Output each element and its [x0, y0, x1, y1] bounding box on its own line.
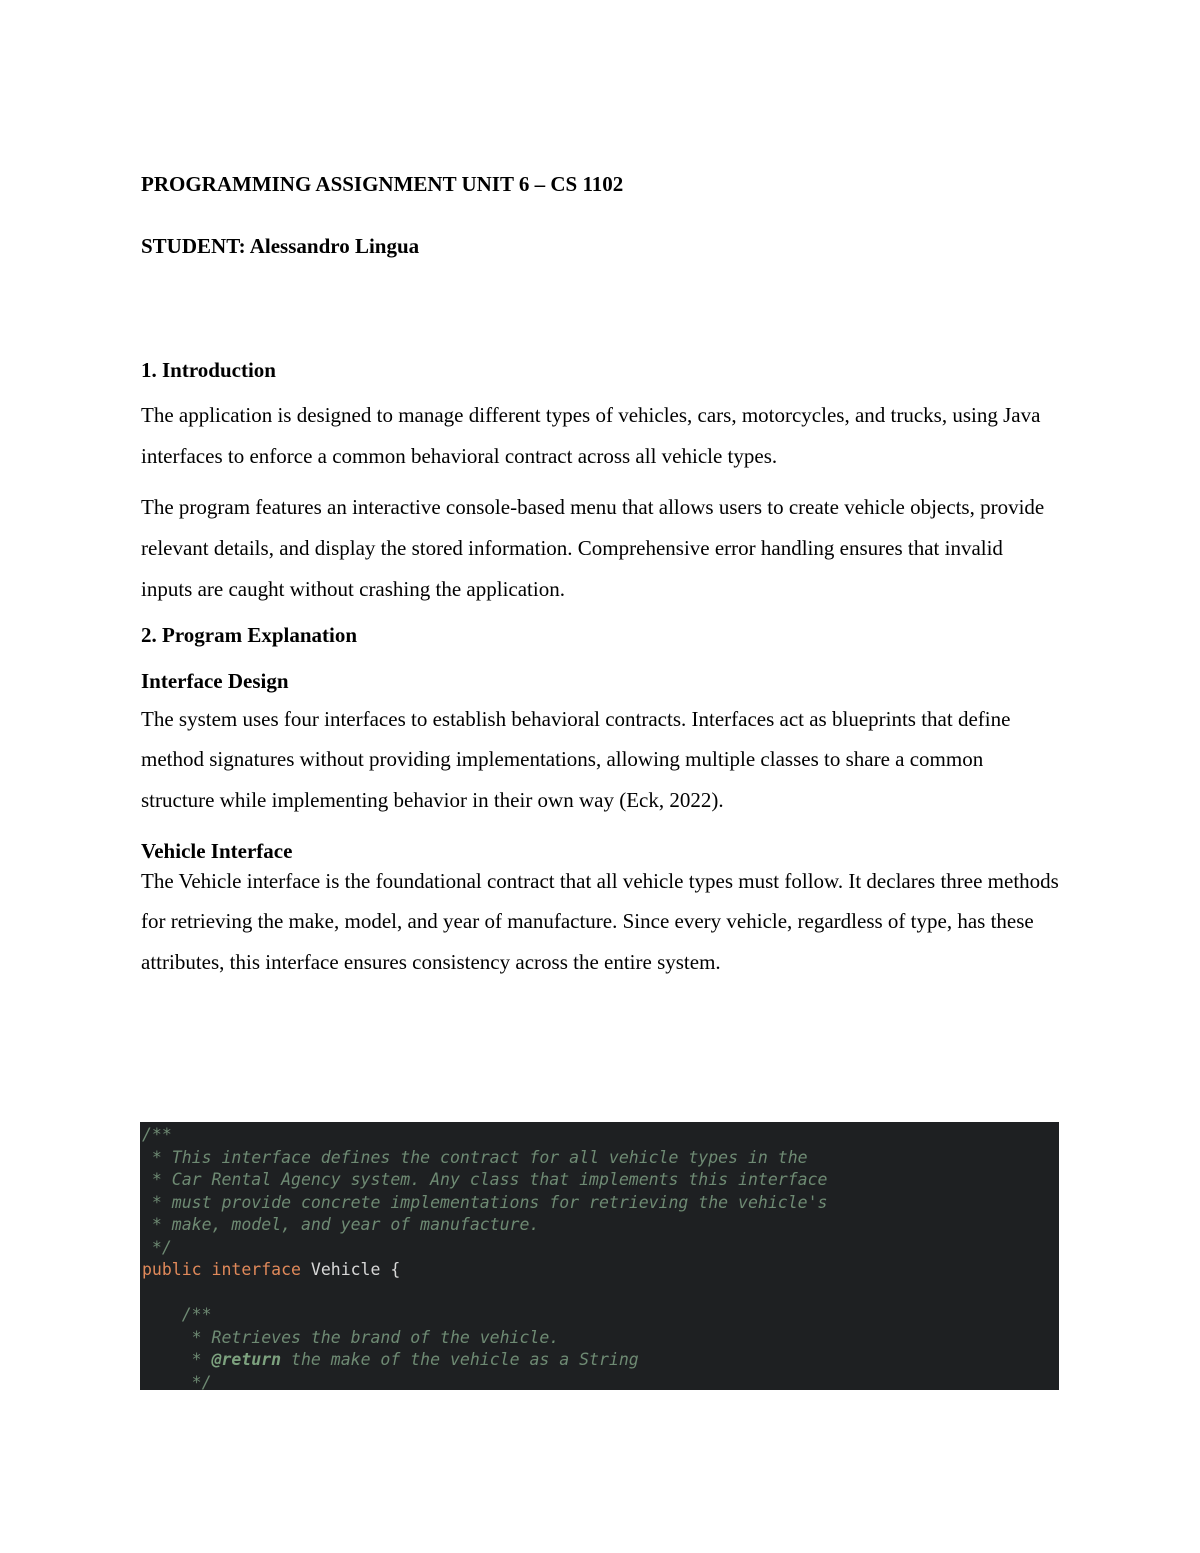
interface-name: Vehicle { [300, 1260, 401, 1279]
code-line: * make, model, and year of manufacture. [142, 1215, 540, 1234]
code-snippet [140, 1122, 1059, 1390]
intro-paragraph-2: The program features an interactive console-based menu that allows users to create vehicle objects, provide relevant details, and display the stored information. Comprehensive error handling ensures that invalid inputs are caught without crashing the application. [141, 495, 1045, 601]
code-line: /** [142, 1125, 172, 1144]
subheading-vehicle-interface: Vehicle Interface [141, 838, 293, 863]
keyword-interface: interface [211, 1260, 301, 1279]
interface-design-paragraph: The system uses four interfaces to establish behavioral contracts. Interfaces act as blueprints that define method signatures without providing implementations, allowing multiple classes to share a common structure while implementing behavior in their own way (Eck, 2022). [141, 706, 1011, 812]
document-title: PROGRAMMING ASSIGNMENT UNIT 6 – CS 1102 [141, 172, 624, 196]
intro-paragraph-1: The application is designed to manage different types of vehicles, cars, motorcycles, and trucks, using Java interfaces to enforce a common behavioral contract across all vehicle types. [141, 403, 1041, 468]
code-line-return-tag [142, 1349, 1059, 1372]
subheading-interface-design: Interface Design [141, 668, 289, 693]
code-line: * must provide concrete implementations for retrieving the vehicle's [142, 1192, 828, 1212]
code-line: * Car Rental Agency system. Any class that implements this interface [142, 1170, 828, 1189]
code-line: * This interface defines the contract for all vehicle types in the [142, 1147, 808, 1167]
comment-text: the make of the vehicle as a String [281, 1350, 639, 1369]
section-heading-program-explanation: 2. Program Explanation [141, 622, 358, 647]
keyword-public: public [142, 1260, 202, 1279]
code-line-blank [142, 1282, 1059, 1305]
code-line: */ [142, 1237, 172, 1257]
code-line-interface-declaration [142, 1259, 1059, 1282]
student-name: STUDENT: Alessandro Lingua [141, 234, 420, 258]
code-line: */ [142, 1372, 212, 1390]
document-body [141, 170, 1059, 994]
vehicle-interface-paragraph: The Vehicle interface is the foundational contract that all vehicle types must follow. It declares three methods for retrieving the make, model, and year of manufacture. Since every vehicle, regardless of type, has these attributes, this interface ensures consistency across the entire system. [141, 868, 1059, 975]
code-line: * Retrieves the brand of the vehicle. [142, 1327, 560, 1347]
javadoc-return-tag: @return [211, 1350, 282, 1369]
section-heading-introduction: 1. Introduction [141, 358, 276, 382]
comment-prefix: * [142, 1350, 212, 1369]
code-line: /** [142, 1305, 212, 1324]
